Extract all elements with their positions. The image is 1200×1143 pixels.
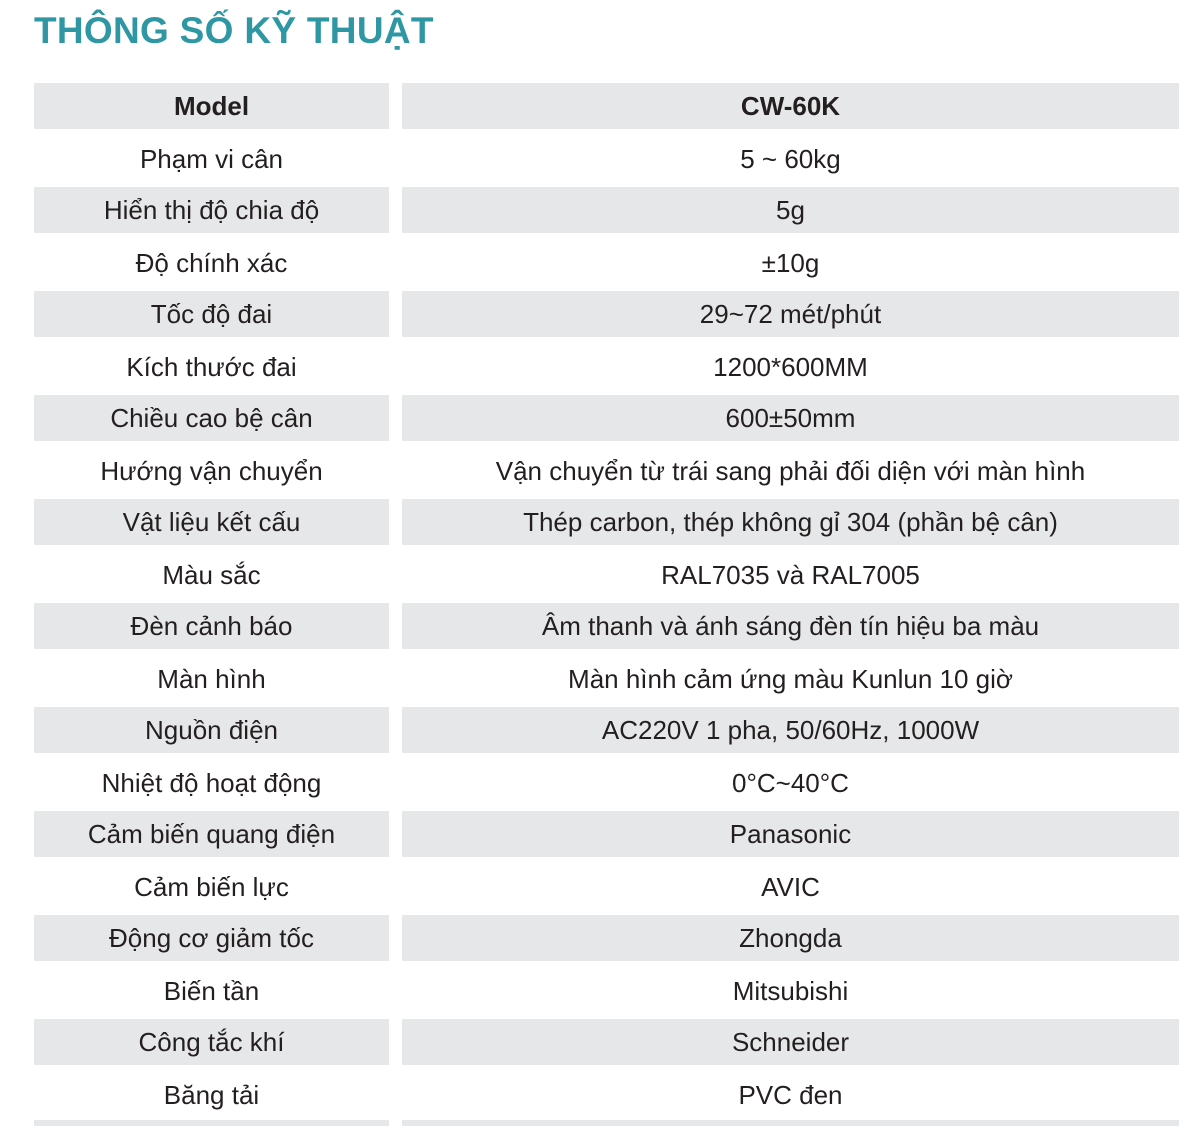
page-title: THÔNG SỐ KỸ THUẬT bbox=[34, 10, 434, 51]
spec-value: 0°C~40°C bbox=[732, 767, 849, 798]
table-header-row bbox=[34, 81, 1179, 133]
spec-label: Kích thước đai bbox=[126, 351, 297, 382]
spec-value: 5g bbox=[402, 187, 1179, 233]
spec-value: 600±50mm bbox=[402, 395, 1179, 441]
spec-label: Băng tải bbox=[163, 1079, 260, 1110]
spec-label: Công tắc khí bbox=[34, 1019, 389, 1065]
spec-value: Thép carbon, thép không gỉ 304 (phần bệ cân) bbox=[402, 499, 1179, 545]
spec-label: Màn hình bbox=[157, 663, 266, 694]
table-row bbox=[34, 237, 1179, 289]
spec-label: Cảm biến quang điện bbox=[34, 811, 389, 857]
spec-label: Tốc độ đai bbox=[34, 291, 389, 337]
spec-label: Độ chính xác bbox=[135, 247, 288, 278]
header-label-cell: Model bbox=[34, 83, 389, 129]
spec-label: Nguồn điện bbox=[34, 707, 389, 753]
spec-label: Động cơ giảm tốc bbox=[34, 915, 389, 961]
table-bottom-edge-right bbox=[402, 1120, 1179, 1126]
spec-table bbox=[34, 81, 1179, 1121]
header-value-cell: CW-60K bbox=[402, 83, 1179, 129]
spec-label: Vật liệu kết cấu bbox=[34, 499, 389, 545]
table-row bbox=[34, 861, 1179, 913]
spec-label: Màu sắc bbox=[162, 559, 261, 590]
table-row bbox=[34, 757, 1179, 809]
spec-value: PVC đen bbox=[738, 1079, 843, 1110]
spec-label: Biến tần bbox=[163, 975, 260, 1006]
table-bottom-edge-left bbox=[34, 1120, 389, 1126]
table-row bbox=[34, 289, 1179, 341]
table-row bbox=[34, 497, 1179, 549]
table-row bbox=[34, 133, 1179, 185]
table-row bbox=[34, 809, 1179, 861]
spec-value: Zhongda bbox=[402, 915, 1179, 961]
table-row bbox=[34, 653, 1179, 705]
spec-value: Màn hình cảm ứng màu Kunlun 10 giờ bbox=[568, 663, 1013, 694]
spec-label: Cảm biến lực bbox=[134, 871, 289, 902]
table-row bbox=[34, 549, 1179, 601]
spec-value: Vận chuyển từ trái sang phải đối diện với màn hình bbox=[495, 455, 1086, 486]
spec-label: Nhiệt độ hoạt động bbox=[101, 767, 322, 798]
spec-value: RAL7035 và RAL7005 bbox=[661, 559, 920, 590]
spec-value: 29~72 mét/phút bbox=[402, 291, 1179, 337]
spec-value: Schneider bbox=[402, 1019, 1179, 1065]
spec-label: Chiều cao bệ cân bbox=[34, 395, 389, 441]
spec-value: 1200*600MM bbox=[713, 351, 868, 382]
spec-value: 5 ~ 60kg bbox=[740, 143, 841, 174]
spec-label: Hiển thị độ chia độ bbox=[34, 187, 389, 233]
spec-value: AVIC bbox=[761, 871, 820, 902]
spec-value: ±10g bbox=[761, 247, 820, 278]
spec-label: Phạm vi cân bbox=[139, 143, 284, 174]
table-row bbox=[34, 185, 1179, 237]
spec-label: Đèn cảnh báo bbox=[34, 603, 389, 649]
spec-value: Mitsubishi bbox=[732, 975, 849, 1006]
table-row bbox=[34, 705, 1179, 757]
table-row bbox=[34, 913, 1179, 965]
table-row bbox=[34, 341, 1179, 393]
spec-value: Âm thanh và ánh sáng đèn tín hiệu ba màu bbox=[402, 603, 1179, 649]
spec-value: AC220V 1 pha, 50/60Hz, 1000W bbox=[402, 707, 1179, 753]
table-row bbox=[34, 445, 1179, 497]
table-row bbox=[34, 1017, 1179, 1069]
spec-label: Hướng vận chuyển bbox=[100, 455, 323, 486]
table-row bbox=[34, 965, 1179, 1017]
spec-value: Panasonic bbox=[402, 811, 1179, 857]
table-row bbox=[34, 601, 1179, 653]
table-row bbox=[34, 1069, 1179, 1121]
table-row bbox=[34, 393, 1179, 445]
